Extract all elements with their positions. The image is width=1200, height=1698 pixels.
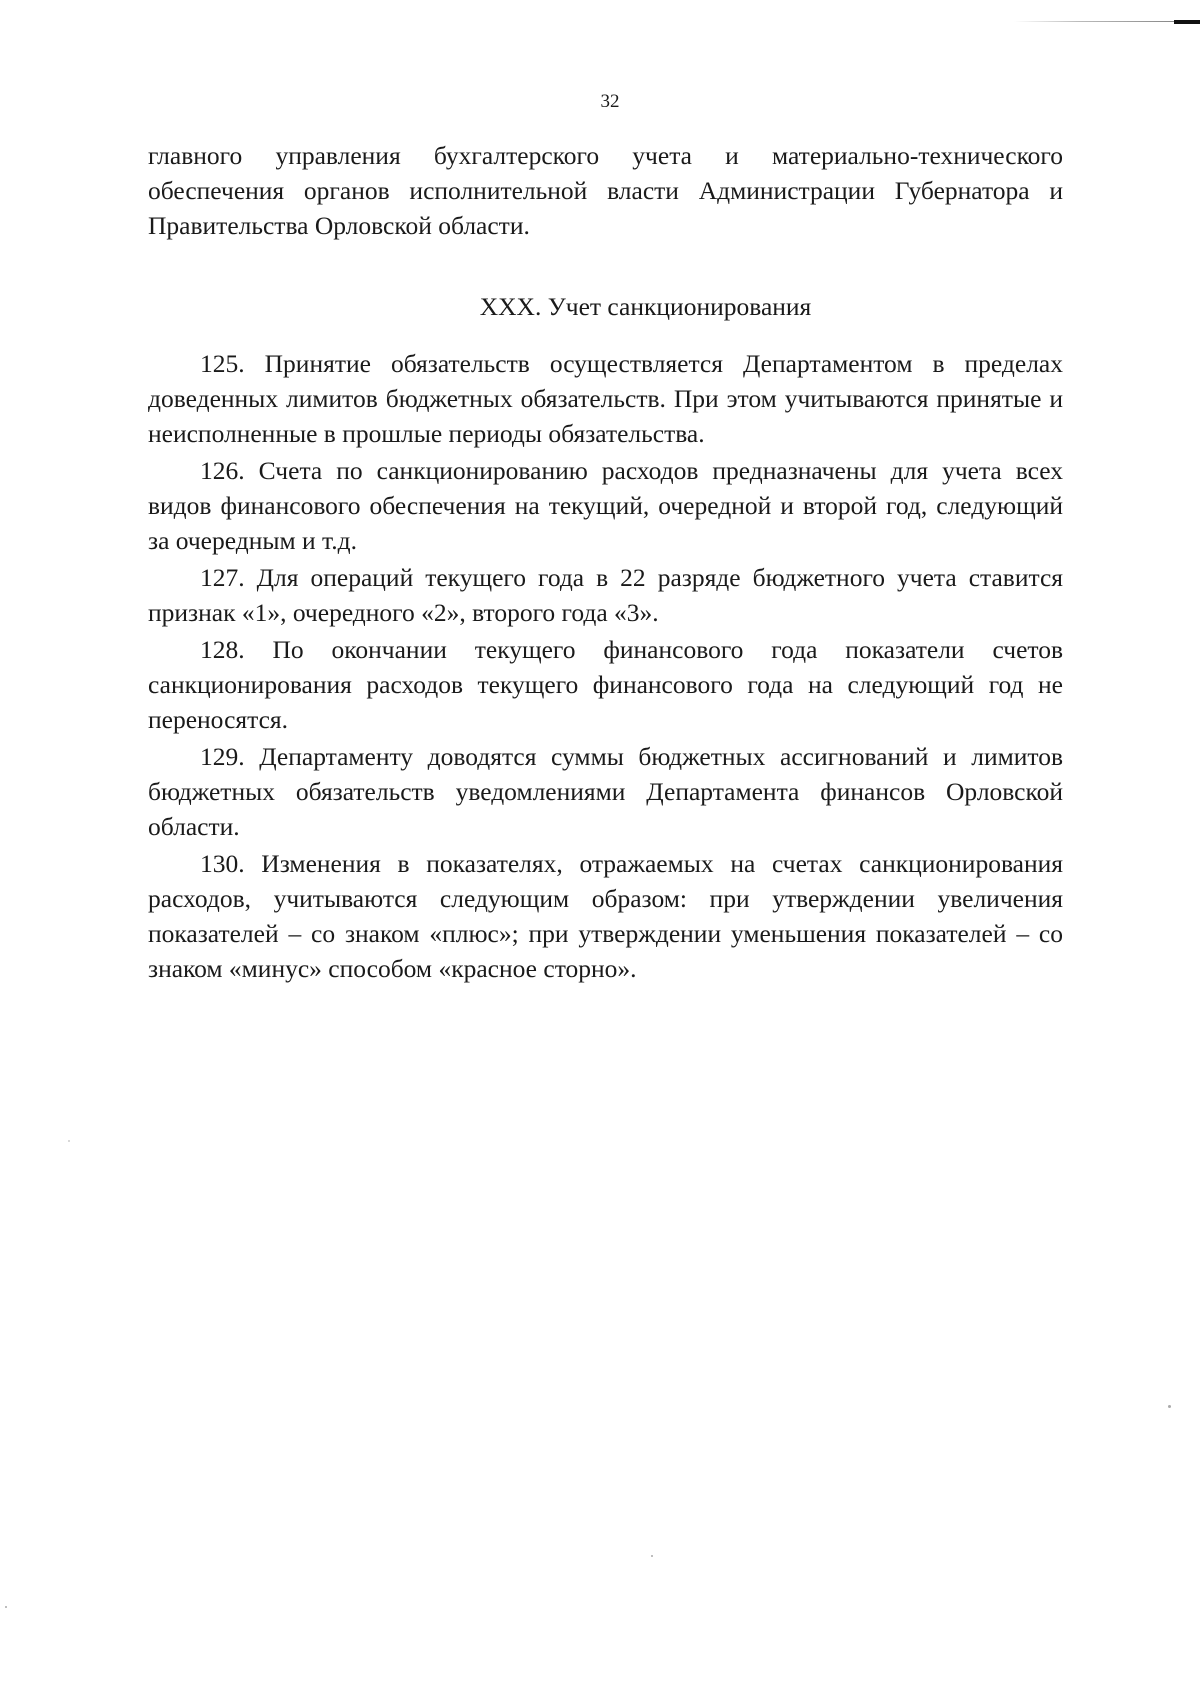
paragraph-127: 127. Для операций текущего года в 22 разряде бюджетного учета ставится признак «1», очередного «2», второго года «3». bbox=[148, 563, 1063, 627]
scan-artifact-line bbox=[1014, 21, 1174, 22]
scan-speck bbox=[68, 1140, 70, 1142]
scan-artifact-mark bbox=[1174, 20, 1200, 24]
section-title: XXX. Учет санкционирования bbox=[479, 292, 812, 321]
paragraph-129: 129. Департаменту доводятся суммы бюджетных ассигнований и лимитов бюджетных обязательств уведомлениями Департамента финансов Орловской области. bbox=[148, 742, 1063, 841]
scan-speck bbox=[1168, 1405, 1171, 1408]
paragraph-128: 128. По окончании текущего финансового года показатели счетов санкционирования расходов текущего финансового года на следующий год не переносятся. bbox=[148, 635, 1063, 734]
lead-paragraph: главного управления бухгалтерского учета и материально-технического обеспечения органов исполнительной власти Администрации Губернатора и Правительства Орловской области. bbox=[148, 141, 1063, 240]
scan-speck bbox=[651, 1555, 653, 1557]
paragraph-126: 126. Счета по санкционированию расходов предназначены для учета всех видов финансового обеспечения на текущий, очередной и второй год, следующий за очередным и т.д. bbox=[148, 456, 1063, 555]
scan-speck bbox=[5, 1606, 7, 1608]
paragraph-130: 130. Изменения в показателях, отражаемых на счетах санкционирования расходов, учитываются следующим образом: при утверждении увеличения показателей – со знаком «плюс»; при утверждении уменьшения показателей – со знаком «минус» способом «красное сторно». bbox=[148, 849, 1063, 983]
page-number: 32 bbox=[600, 91, 620, 112]
paragraph-125: 125. Принятие обязательств осуществляется Департаментом в пределах доведенных лимитов бюджетных обязательств. При этом учитываются принятые и неисполненные в прошлые периоды обязательства. bbox=[148, 349, 1063, 448]
document-body bbox=[148, 138, 1063, 987]
